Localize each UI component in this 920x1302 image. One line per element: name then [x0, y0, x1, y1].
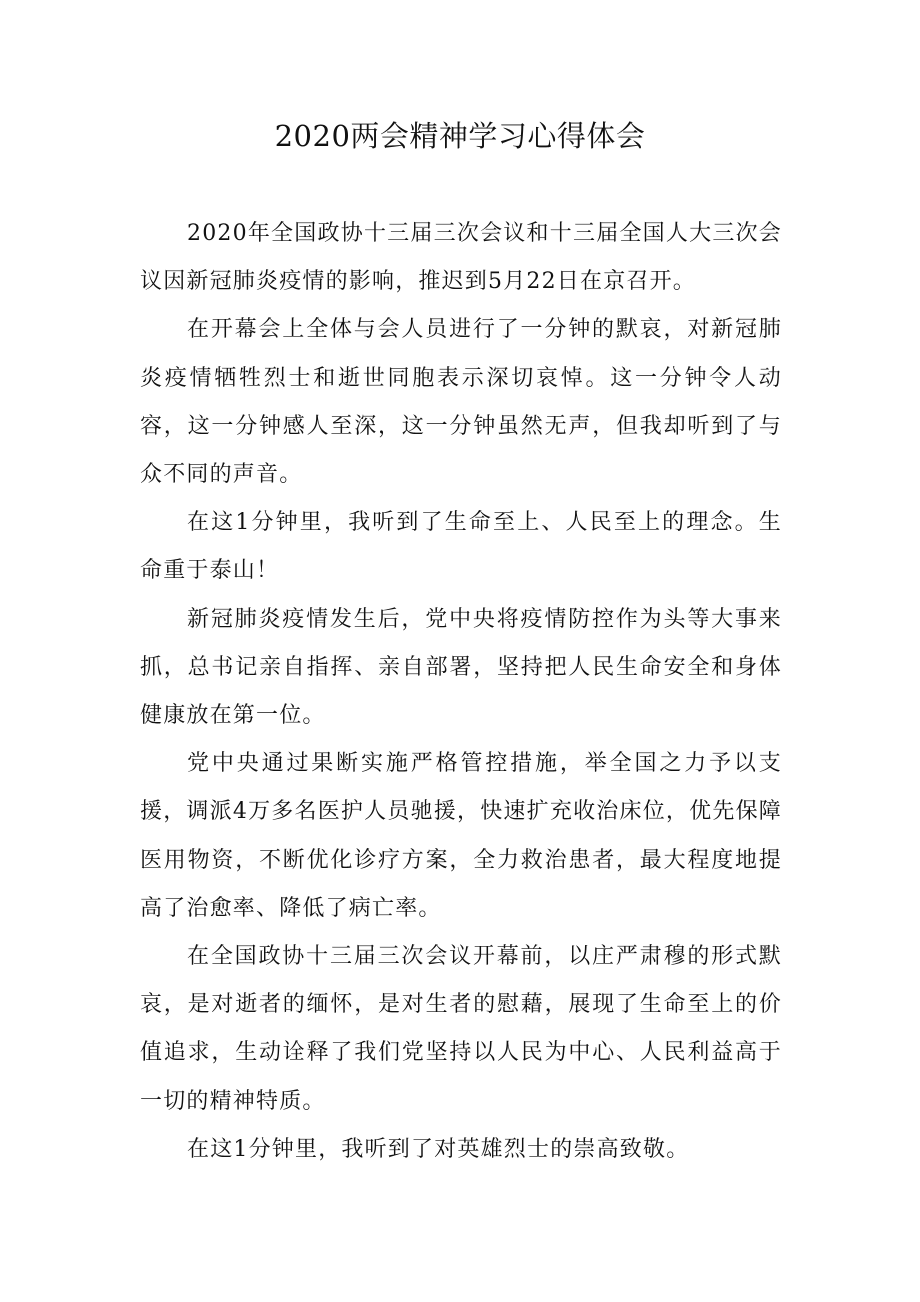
paragraph: 在开幕会上全体与会人员进行了一分钟的默哀，对新冠肺炎疫情牺牲烈士和逝世同胞表示深切哀悼。这一分钟令人动容，这一分钟感人至深，这一分钟虽然无声，但我却听到了与众不同的声音。	[140, 317, 782, 488]
paragraph: 在这1分钟里，我听到了对英雄烈士的崇高致敬。	[187, 1136, 690, 1162]
document-title: 2020两会精神学习心得体会	[274, 119, 646, 153]
paragraph: 2020年全国政协十三届三次会议和十三届全国人大三次会议因新冠肺炎疫情的影响，推迟到5月22日在京召开。	[140, 221, 782, 295]
paragraph: 新冠肺炎疫情发生后，党中央将疫情防控作为头等大事来抓，总书记亲自指挥、亲自部署，坚持把人民生命安全和身体健康放在第一位。	[140, 606, 782, 729]
paragraph: 在这1分钟里，我听到了生命至上、人民至上的理念。生命重于泰山！	[140, 510, 782, 584]
paragraph: 在全国政协十三届三次会议开幕前，以庄严肃穆的形式默哀，是对逝者的缅怀，是对生者的慰藉，展现了生命至上的价值追求，生动诠释了我们党坚持以人民为中心、人民利益高于一切的精神特质。	[140, 944, 782, 1114]
paragraph: 党中央通过果断实施严格管控措施，举全国之力予以支援，调派4万多名医护人员驰援，快速扩充收治床位，优先保障医用物资，不断优化诊疗方案，全力救治患者，最大程度地提高了治愈率、降低了病亡率。	[140, 751, 782, 921]
document-body	[140, 210, 782, 1174]
